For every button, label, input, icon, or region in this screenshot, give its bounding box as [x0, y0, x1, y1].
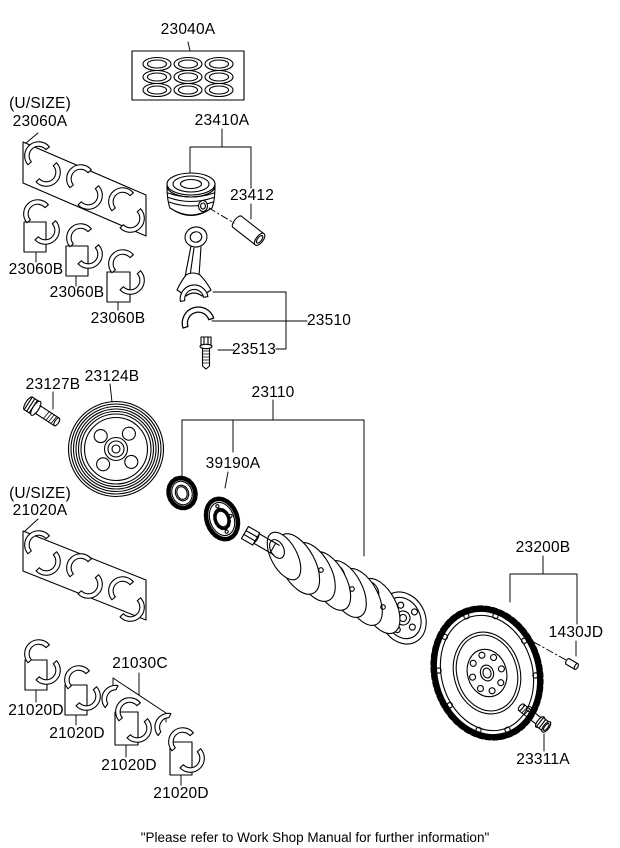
- label-23311A: 23311A: [516, 751, 570, 768]
- label-23060A: 23060A: [12, 113, 68, 130]
- connecting-rod-drawing: [177, 225, 214, 328]
- label-21020D-4: 21020D: [153, 785, 209, 802]
- label-23510: 23510: [306, 312, 352, 329]
- crankshaft-drawing: [241, 526, 435, 652]
- dowel-pin-drawing: [565, 658, 580, 670]
- label-21020D-3: 21020D: [101, 757, 157, 774]
- label-21020D-2: 21020D: [49, 725, 105, 742]
- label-23124B: 23124B: [84, 368, 140, 385]
- footer-note: "Please refer to Work Shop Manual for further information": [140, 830, 490, 845]
- crank-position-wheel-drawing: [200, 494, 243, 544]
- piston-pin-drawing: [230, 214, 266, 247]
- flywheel-drawing: [418, 596, 555, 751]
- crank-sprocket-drawing: [164, 474, 200, 512]
- label-23060B-1: 23060B: [8, 261, 64, 278]
- label-usize-top: (U/SIZE): [9, 95, 71, 112]
- label-23110: 23110: [251, 384, 295, 401]
- label-1430JD: 1430JD: [548, 624, 604, 641]
- pulley-bolt-drawing: [22, 395, 63, 430]
- conrod-bolt-drawing: [200, 337, 212, 369]
- conrod-bearing-usize-set-drawing: [19, 136, 150, 238]
- label-39190A: 39190A: [205, 455, 261, 472]
- thrust-washer-drawing: [99, 684, 176, 736]
- label-23513: 23513: [231, 341, 277, 358]
- label-usize-bottom: (U/SIZE): [9, 485, 71, 502]
- label-23060B-3: 23060B: [90, 310, 146, 327]
- piston-drawing: [167, 173, 215, 216]
- label-23410A: 23410A: [194, 112, 250, 129]
- label-23200B: 23200B: [515, 539, 571, 556]
- label-23127B: 23127B: [25, 376, 81, 393]
- label-23040A: 23040A: [160, 21, 216, 38]
- piston-ring-set-drawing: [132, 51, 244, 100]
- label-23412: 23412: [229, 187, 275, 204]
- main-bearing-usize-set-drawing: [19, 525, 150, 627]
- crankshaft-pulley-drawing: [69, 402, 164, 497]
- label-21030C: 21030C: [112, 655, 168, 672]
- label-21020A: 21020A: [12, 502, 68, 519]
- label-21020D-1: 21020D: [8, 702, 64, 719]
- label-23060B-2: 23060B: [49, 284, 105, 301]
